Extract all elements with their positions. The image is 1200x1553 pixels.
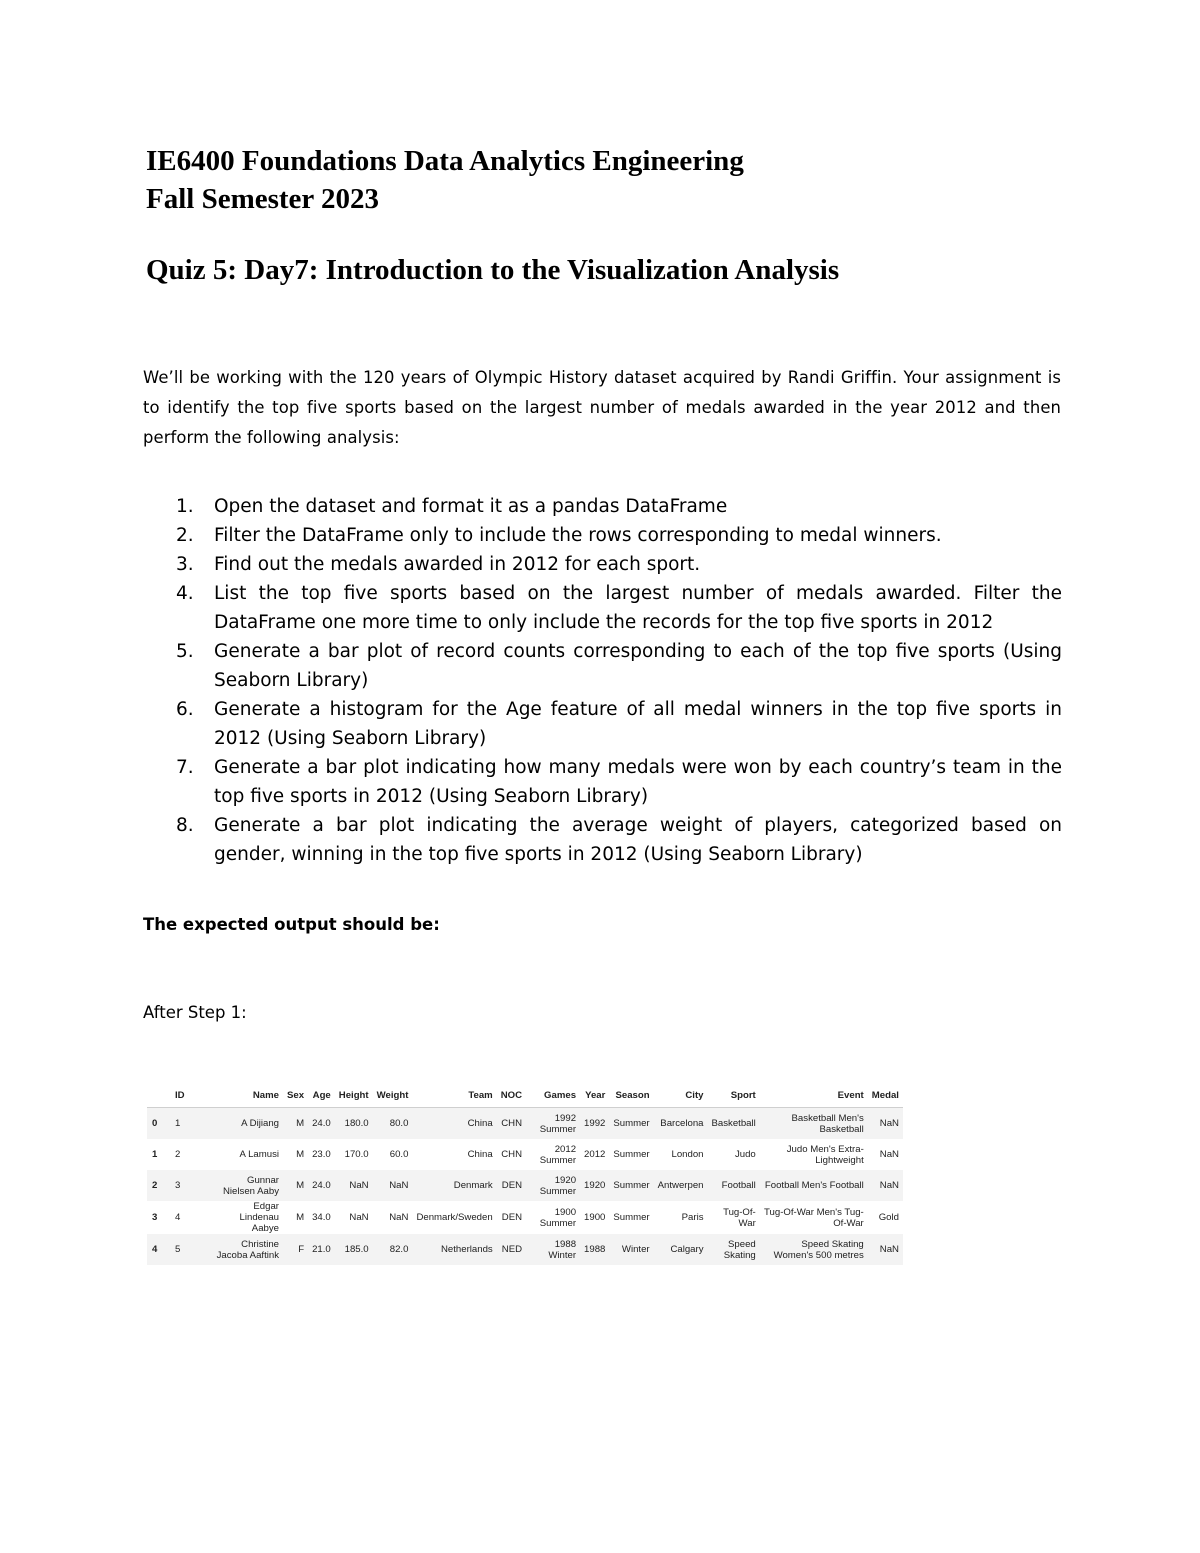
cell-games: 1920 Summer (526, 1170, 580, 1201)
cell-medal: NaN (879, 1149, 899, 1160)
step-number: 2. (176, 525, 194, 546)
table-header-row (147, 1083, 903, 1108)
column-header: Sex (283, 1083, 308, 1108)
cell-medal: NaN (868, 1108, 903, 1140)
cell-sport: Judo (734, 1149, 756, 1160)
quiz-title: Quiz 5: Day7: Introduction to the Visualization Analysis (146, 254, 840, 286)
table-row (147, 1201, 903, 1234)
cell-name: Christine Jacoba Aaftink (209, 1234, 283, 1265)
column-header: Year (580, 1083, 609, 1108)
after-step-label: After Step 1: (143, 1003, 247, 1022)
step-text: Generate a bar plot indicating how many medals were won by each country’s team in the top five sports in 2012 (Using Seaborn Library) (214, 757, 1062, 807)
row-index: 4 (147, 1234, 171, 1265)
row-index: 0 (147, 1108, 171, 1140)
title-block (146, 142, 744, 218)
steps-list (176, 492, 1062, 869)
cell-medal: NaN (868, 1234, 903, 1265)
cell-city: Calgary (654, 1234, 708, 1265)
cell-team: Denmark/Sweden (416, 1212, 493, 1223)
step-item (176, 637, 1062, 695)
cell-noc: CHN (501, 1149, 523, 1160)
cell-height: NaN (349, 1212, 369, 1223)
cell-age: 21.0 (308, 1234, 335, 1265)
cell-city: Antwerpen (654, 1170, 708, 1201)
cell-age: 23.0 (312, 1149, 331, 1160)
cell-games: 1992 Summer (526, 1108, 580, 1140)
cell-games: 2012 Summer (539, 1143, 577, 1166)
cell-sport: Tug-Of-War (723, 1206, 756, 1229)
cell-event: Tug-Of-War Men's Tug-Of-War (764, 1206, 864, 1229)
cell-weight: NaN (373, 1170, 413, 1201)
cell-age: 24.0 (308, 1108, 335, 1140)
cell-season: Winter (609, 1234, 653, 1265)
column-header: Medal (868, 1083, 903, 1108)
cell-height: 180.0 (335, 1108, 373, 1140)
cell-sport: Basketball (708, 1108, 760, 1140)
step-item (176, 753, 1062, 811)
table-row (147, 1234, 903, 1265)
step-number: 8. (176, 815, 194, 836)
column-header: Age (308, 1083, 335, 1108)
step-text: Generate a histogram for the Age feature of all medal winners in the top five sports in 2012 (Using Seaborn Library) (214, 699, 1062, 749)
cell-name: Gunnar Nielsen Aaby (209, 1170, 283, 1201)
step-number: 3. (176, 554, 194, 575)
semester-title: Fall Semester 2023 (146, 183, 380, 215)
cell-team: China (412, 1108, 496, 1140)
row-index: 3 (152, 1212, 158, 1223)
course-title: IE6400 Foundations Data Analytics Engineering (146, 145, 744, 177)
step-item (176, 695, 1062, 753)
column-header: City (654, 1083, 708, 1108)
column-header: ID (171, 1083, 209, 1108)
cell-event: Football Men's Football (760, 1170, 868, 1201)
cell-year: 1920 (580, 1170, 609, 1201)
cell-id: 3 (171, 1170, 209, 1201)
cell-noc: DEN (497, 1170, 526, 1201)
cell-name: Edgar Lindenau Aabye (239, 1201, 279, 1234)
cell-id: 2 (175, 1149, 181, 1160)
cell-season: Summer (613, 1149, 650, 1160)
step-text: Generate a bar plot of record counts corresponding to each of the top five sports (Using Seaborn Library) (214, 641, 1062, 691)
cell-id: 1 (171, 1108, 209, 1140)
cell-sex: M (296, 1212, 305, 1223)
table-row (147, 1108, 903, 1140)
column-header (147, 1083, 171, 1108)
step-text: List the top five sports based on the largest number of medals awarded. Filter the DataFrame one more time to only include the records for the top five sports in 2012 (214, 583, 1062, 633)
table-row (147, 1139, 903, 1170)
step-item (176, 550, 1062, 579)
expected-output-label: The expected output should be: (143, 915, 440, 934)
cell-id: 5 (171, 1234, 209, 1265)
cell-city: Barcelona (654, 1108, 708, 1140)
cell-id: 4 (175, 1212, 181, 1223)
table-row (147, 1170, 903, 1201)
cell-weight: NaN (389, 1212, 409, 1223)
cell-height: 185.0 (335, 1234, 373, 1265)
cell-event: Judo Men's Extra-Lightweight (786, 1143, 864, 1166)
step-number: 5. (176, 641, 194, 662)
cell-name: A Lamusi (239, 1149, 279, 1160)
step-number: 4. (176, 583, 194, 604)
step-item (176, 521, 1062, 550)
cell-noc: CHN (497, 1108, 526, 1140)
cell-age: 34.0 (312, 1212, 331, 1223)
column-header: Name (209, 1083, 283, 1108)
step-number: 7. (176, 757, 194, 778)
step-text: Filter the DataFrame only to include the rows corresponding to medal winners. (214, 525, 942, 546)
step-number: 6. (176, 699, 194, 720)
cell-age: 24.0 (308, 1170, 335, 1201)
cell-noc: NED (497, 1234, 526, 1265)
step-item (176, 492, 1062, 521)
cell-team: China (467, 1149, 493, 1160)
column-header: Games (526, 1083, 580, 1108)
cell-year: 1992 (580, 1108, 609, 1140)
column-header: Sport (708, 1083, 760, 1108)
cell-sport: Football (708, 1170, 760, 1201)
cell-city: Paris (681, 1212, 704, 1223)
cell-year: 2012 (584, 1149, 606, 1160)
step-text: Open the dataset and format it as a pandas DataFrame (214, 496, 728, 517)
column-header: Height (335, 1083, 373, 1108)
column-header: Event (760, 1083, 868, 1108)
step-item (176, 811, 1062, 869)
column-header: NOC (497, 1083, 526, 1108)
cell-noc: DEN (501, 1212, 523, 1223)
cell-sex: M (283, 1108, 308, 1140)
cell-team: Denmark (412, 1170, 496, 1201)
cell-sport: Speed Skating (708, 1234, 760, 1265)
cell-games: 1900 Summer (539, 1206, 577, 1229)
dataframe-preview-table (147, 1083, 903, 1265)
row-index: 2 (147, 1170, 171, 1201)
column-header: Weight (373, 1083, 413, 1108)
cell-sex: M (296, 1149, 305, 1160)
cell-year: 1900 (584, 1212, 606, 1223)
cell-season: Summer (613, 1212, 650, 1223)
cell-height: NaN (335, 1170, 373, 1201)
step-text: Find out the medals awarded in 2012 for each sport. (214, 554, 701, 575)
cell-sex: M (283, 1170, 308, 1201)
cell-weight: 80.0 (373, 1108, 413, 1140)
cell-team: Netherlands (412, 1234, 496, 1265)
cell-weight: 82.0 (373, 1234, 413, 1265)
column-header: Season (609, 1083, 653, 1108)
cell-event: Speed Skating Women's 500 metres (760, 1234, 868, 1265)
cell-height: 170.0 (344, 1149, 369, 1160)
cell-medal: NaN (868, 1170, 903, 1201)
column-header: Team (412, 1083, 496, 1108)
cell-event: Basketball Men's Basketball (760, 1108, 868, 1140)
cell-name: A Dijiang (209, 1108, 283, 1140)
cell-sex: F (283, 1234, 308, 1265)
row-index: 1 (152, 1149, 158, 1160)
cell-city: London (671, 1149, 704, 1160)
step-item (176, 579, 1062, 637)
cell-weight: 60.0 (389, 1149, 409, 1160)
cell-season: Summer (609, 1170, 653, 1201)
step-number: 1. (176, 496, 194, 517)
cell-season: Summer (609, 1108, 653, 1140)
intro-paragraph: We’ll be working with the 120 years of Olympic History dataset acquired by Randi Griffin. Your assignment is to identify the top five sports based on the largest number of medals awarded in the year 2012 and then perform the following analysis: (143, 368, 1061, 448)
cell-year: 1988 (580, 1234, 609, 1265)
cell-medal: Gold (878, 1212, 899, 1223)
cell-games: 1988 Winter (526, 1234, 580, 1265)
step-text: Generate a bar plot indicating the average weight of players, categorized based on gender, winning in the top five sports in 2012 (Using Seaborn Library) (214, 815, 1062, 865)
